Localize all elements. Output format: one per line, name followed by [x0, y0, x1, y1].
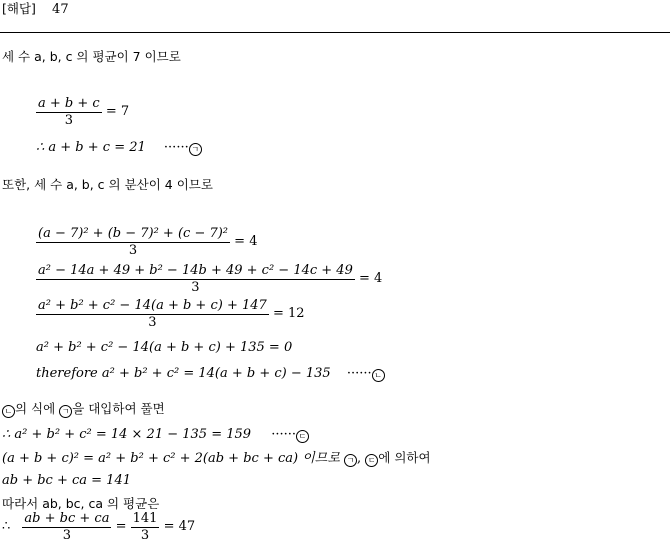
- squares-result: [2, 427, 309, 443]
- variance-fraction-1-denominator: 3: [36, 242, 230, 258]
- variance-fraction-3: [36, 298, 269, 330]
- variance-fraction-2-numerator: a² − 14a + 49 + b² − 14b + 49 + c² − 14c + 49: [38, 263, 353, 278]
- squares-result-text: ∴ a² + b² + c² = 14 × 21 − 135 = 159: [2, 427, 252, 442]
- final-equation: [2, 511, 195, 543]
- final-equals: =: [115, 519, 127, 534]
- answer-header: [2, 1, 69, 18]
- variance-equation-1-rhs: = 4: [234, 234, 258, 249]
- final-fraction-2-numerator: 141: [132, 511, 158, 526]
- sum-equation-text: ∴ a + b + c = 21: [36, 140, 146, 155]
- variance-fraction-2-denominator: 3: [36, 279, 355, 295]
- pair-mean-statement: 따라서 ab, bc, ca 의 평균은: [2, 496, 160, 511]
- answer-tag: [해답]: [2, 1, 36, 16]
- mean-fraction: [36, 96, 102, 128]
- pair-sum-result: ab + bc + ca = 141: [2, 473, 131, 488]
- variance-fraction-2: [36, 263, 355, 295]
- variance-equation-2: [36, 263, 382, 295]
- variance-fraction-3-numerator: a² + b² + c² − 14(a + b + c) + 147: [38, 298, 267, 313]
- mean-fraction-numerator: a + b + c: [38, 96, 100, 111]
- mean-equation-rhs: = 7: [105, 104, 130, 119]
- variance-equation-2-rhs: = 4: [359, 271, 383, 286]
- circled-nieun-ref-icon: ㄴ: [2, 405, 15, 418]
- variance-fraction-3-denominator: 3: [36, 314, 269, 330]
- variance-equation-3: [36, 298, 305, 330]
- squares-equation: [36, 366, 385, 382]
- final-fraction-1-denominator: 3: [22, 527, 111, 543]
- mean-equation: [36, 96, 129, 128]
- circled-giyeok-ref-icon: ㄱ: [59, 405, 72, 418]
- circled-giyeok-icon: ㄱ: [189, 143, 202, 156]
- header-divider: [0, 32, 670, 33]
- final-result: = 47: [163, 519, 196, 534]
- simplified-equation: a² + b² + c² − 14(a + b + c) + 135 = 0: [36, 340, 293, 355]
- variance-statement: 또한, 세 수 a, b, c 의 분산이 4 이므로: [2, 177, 213, 192]
- identity-text-b: 에 의하여: [378, 450, 431, 465]
- final-therefore: ∴: [2, 519, 11, 534]
- mean-fraction-denominator: 3: [36, 112, 102, 128]
- variance-fraction-1-numerator: (a − 7)² + (b − 7)² + (c − 7)²: [38, 226, 229, 241]
- final-fraction-2: [131, 511, 160, 543]
- squares-result-dots: ······: [271, 427, 296, 442]
- substitution-statement: [2, 401, 165, 418]
- substitution-text-a: 의 식에: [15, 401, 56, 416]
- identity-text: (a + b + c)² = a² + b² + c² + 2(ab + bc + ca) 이므로: [2, 451, 340, 466]
- sum-dots: ······: [163, 140, 189, 155]
- squares-dots: ······: [346, 366, 372, 381]
- identity-statement: (a + b + c)² = a² + b² + c² + 2(ab + bc + ca) 이므로 ㄱ , ㄷ 에 의하여: [2, 450, 431, 466]
- therefore-word: therefore: [36, 366, 98, 381]
- final-fraction-1: [22, 511, 111, 543]
- circled-digeut-icon: ㄷ: [296, 430, 309, 443]
- final-fraction-1-numerator: ab + bc + ca: [24, 511, 110, 526]
- variance-fraction-1: [36, 226, 230, 258]
- answer-value: 47: [52, 2, 69, 17]
- variance-equation-1: [36, 226, 257, 258]
- variance-equation-3-rhs: = 12: [272, 306, 305, 321]
- substitution-text-b: 을 대입하여 풀면: [72, 401, 165, 416]
- squares-equation-text: a² + b² + c² = 14(a + b + c) − 135: [101, 366, 331, 381]
- circled-digeut-ref-icon: ㄷ: [365, 454, 378, 467]
- circled-giyeok-ref2-icon: ㄱ: [344, 454, 357, 467]
- sum-equation: [36, 140, 202, 156]
- final-fraction-2-denominator: 3: [131, 527, 160, 543]
- circled-nieun-icon: ㄴ: [372, 369, 385, 382]
- mean-statement: 세 수 a, b, c 의 평균이 7 이므로: [2, 49, 181, 64]
